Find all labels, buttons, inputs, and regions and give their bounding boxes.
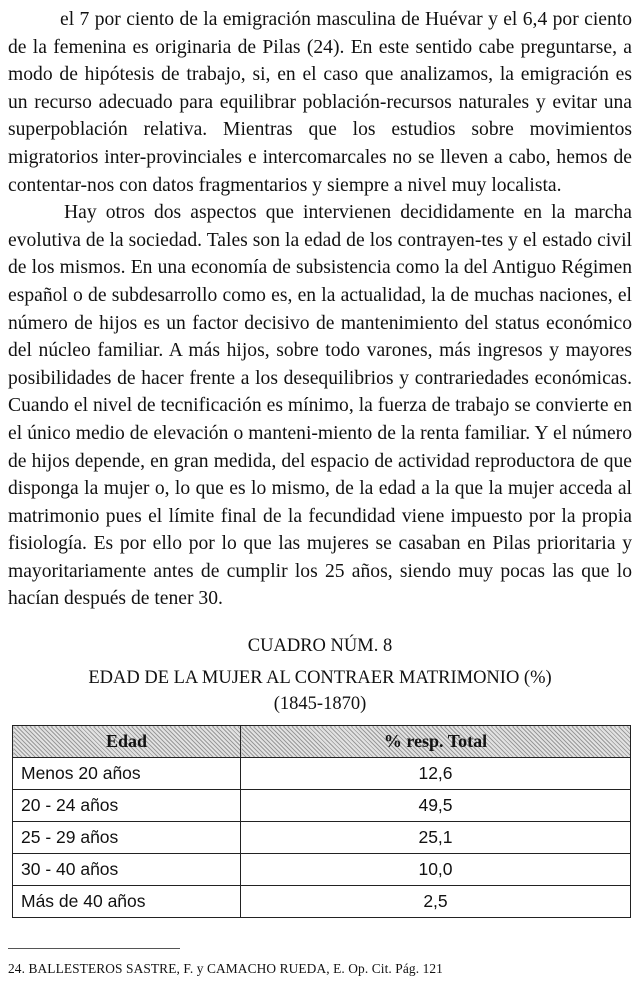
table-row: [13, 758, 631, 790]
table-row: [13, 854, 631, 886]
age-cell: Más de 40 años: [13, 886, 241, 918]
table-row: [13, 822, 631, 854]
table-row: [13, 886, 631, 918]
footnote-divider: [8, 948, 180, 949]
age-cell: Menos 20 años: [13, 758, 241, 790]
table-row: [13, 790, 631, 822]
percentage-cell: 25,1: [241, 822, 631, 854]
age-cell: 25 - 29 años: [13, 822, 241, 854]
percentage-cell: 49,5: [241, 790, 631, 822]
age-cell: 20 - 24 años: [13, 790, 241, 822]
header-percentage: % resp. Total: [241, 726, 631, 758]
body-paragraph-2: Hay otros dos aspectos que intervienen decididamente en la marcha evolutiva de la sociedad. Tales son la edad de los contrayen-tes y el estado civil de los mismos. En una economía de subsistencia como la del Antiguo Régimen español o de subdesarrollo como es, en la actualidad, la de muchas naciones, el número de hijos es un factor decisivo de mantenimiento del status económico del núcleo familiar. A más hijos, sobre todo varones, más ingresos y mayores posibilidades de hacer frente a los desequilibrios y contrariedades económicas. Cuando el nivel de tecnificación es mínimo, la fuerza de trabajo se convierte en el único medio de elevación o manteni-miento de la renta familiar. Y el número de hijos depende, en gran medida, del espacio de actividad reproductora de que disponga la mujer o, lo que es lo mismo, de la edad a la que la mujer acceda al matrimonio pues el límite final de la fecundidad viene impuesto por la propia fisiología. Es por ello por lo que las mujeres se casaban en Pilas prioritaria y mayoritariamente antes de cumplir los 25 años, siendo muy pocas las que lo hacían después de tener 30.: [8, 202, 632, 610]
document-page: [8, 6, 632, 918]
table-header-row: [13, 726, 631, 758]
table-number: CUADRO NÚM. 8: [247, 636, 393, 657]
percentage-cell: 2,5: [241, 886, 631, 918]
percentage-cell: 12,6: [241, 758, 631, 790]
footnote: 24. BALLESTEROS SASTRE, F. y CAMACHO RUEDA, E. Op. Cit. Pág. 121: [8, 961, 443, 976]
age-at-marriage-table: [12, 725, 631, 918]
table-title: EDAD DE LA MUJER AL CONTRAER MATRIMONIO (%): [88, 668, 552, 689]
percentage-cell: 10,0: [241, 854, 631, 886]
table-period: (1845-1870): [273, 694, 367, 715]
age-cell: 30 - 40 años: [13, 854, 241, 886]
header-age: Edad: [13, 726, 241, 758]
body-paragraph-1: el 7 por ciento de la emigración masculina de Huévar y el 6,4 por ciento de la femenina es originaria de Pilas (24). En este sentido cabe preguntarse, a modo de hipótesis de trabajo, si, en el caso que analizamos, la emigración es un recurso adecuado para equilibrar población-recursos naturales y evitar una superpoblación relativa. Mientras que los estudios sobre movimientos migratorios inter-provinciales e intercomarcales no se lleven a cabo, hemos de contentar-nos con datos fragmentarios y siempre a nivel muy localista.: [8, 9, 632, 196]
